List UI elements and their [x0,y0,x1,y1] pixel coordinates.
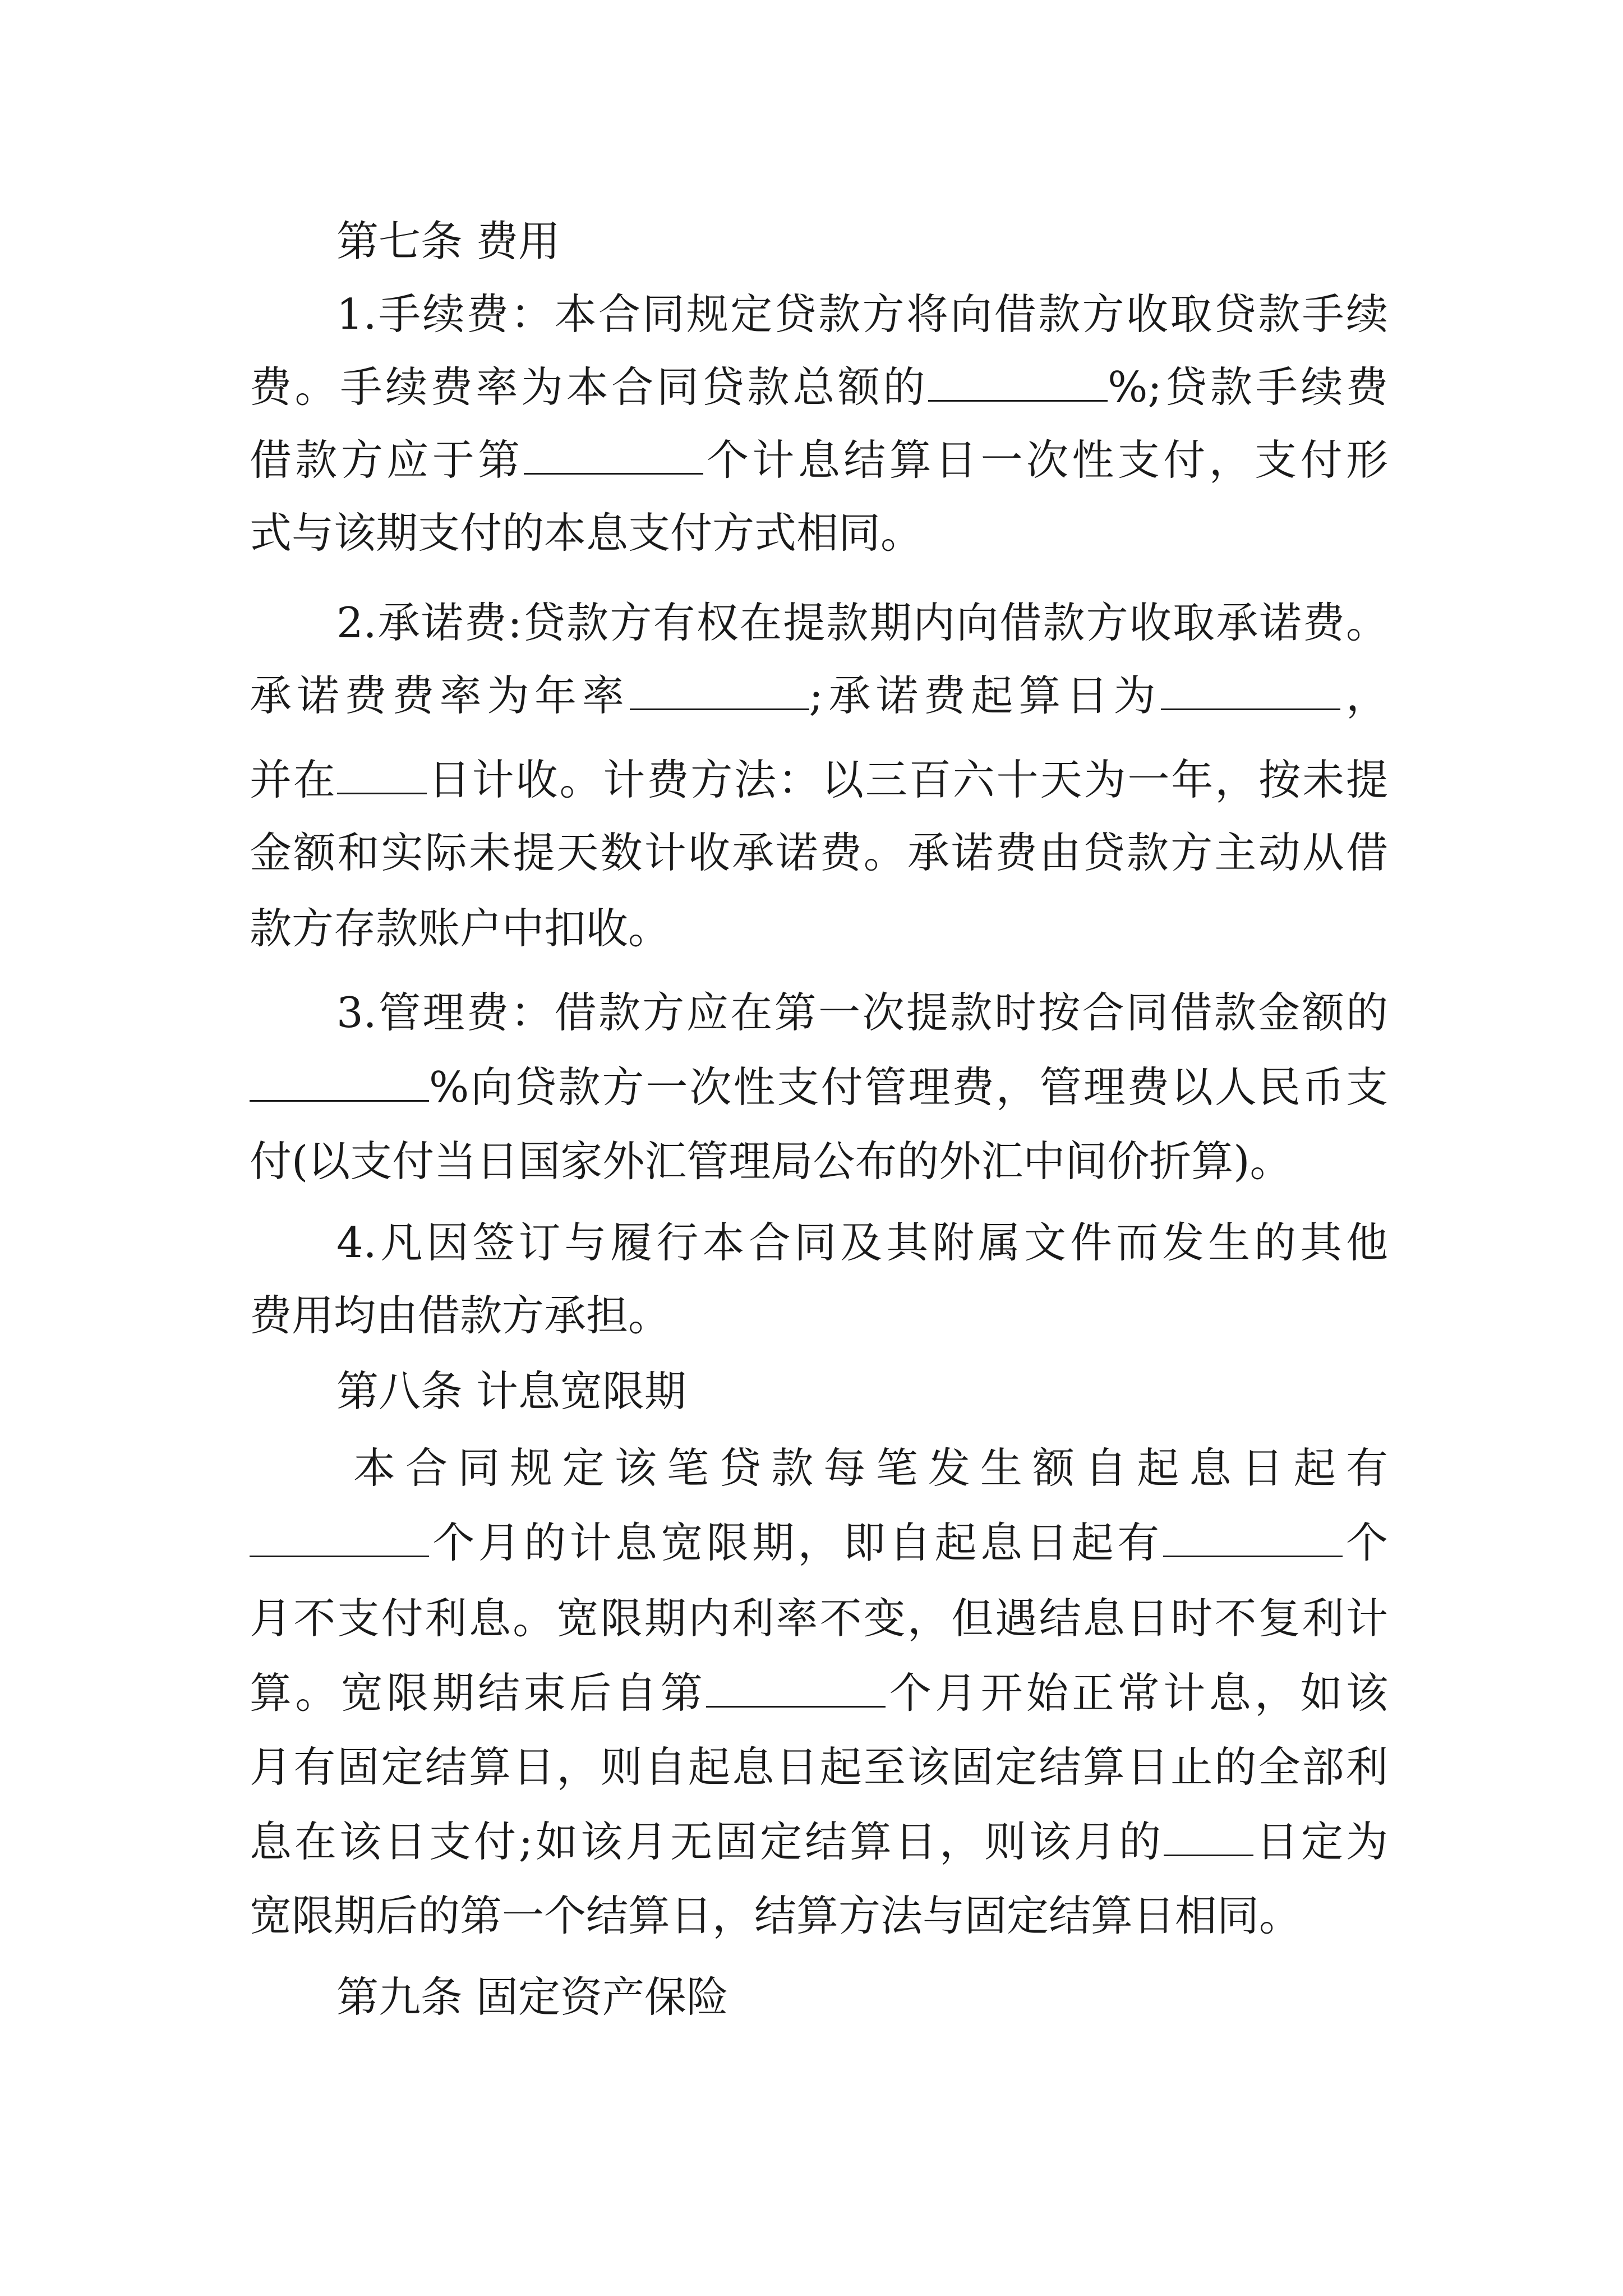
text-segment: 承诺费费率为年率 [250,671,630,720]
paragraph-line: 1.手续费：本合同规定贷款方将向借款方收取贷款手续 [336,289,1388,339]
text-segment: %向贷款方一次性支付管理费，管理费以人民币支 [429,1062,1388,1112]
fill-in-blank [1163,1516,1343,1557]
text-segment: ;承诺费起算日为 [809,671,1161,720]
fill-in-blank [630,669,809,710]
fill-in-blank [524,434,703,475]
text-segment: 息在该日支付;如该月无固定结算日，则该月的 [250,1817,1164,1866]
text-segment: 个月的计息宽限期，即自起息日起有 [429,1518,1163,1567]
paragraph-line: 4.凡因签订与履行本合同及其附属文件而发生的其他 [336,1218,1388,1267]
text-segment: 借款方应于第 [250,435,524,485]
article-7-heading: 第七条 费用 [336,217,560,266]
paragraph-line [250,359,1388,415]
text-segment: %;贷款手续费 [1108,362,1388,412]
paragraph-line [250,1059,1388,1115]
text-segment: 并在 [250,755,337,804]
fill-in-blank [706,1667,886,1708]
paragraph-line [250,1665,1388,1721]
paragraph-line: 2.承诺费:贷款方有权在提款期内向借款方收取承诺费。 [336,598,1388,647]
text-segment: ， [1340,671,1388,720]
paragraph-line: 金额和实际未提天数计收承诺费。承诺费由贷款方主动从借 [250,828,1388,877]
paragraph-line: 式与该期支付的本息支付方式相同。 [250,508,923,558]
text-segment: 日定为 [1253,1817,1388,1866]
paragraph-line: 费用均由借款方承担。 [250,1291,671,1340]
text-segment: 日计收。计费方法：以三百六十天为一年，按未提 [426,755,1388,804]
paragraph-line [250,668,1388,724]
fill-in-blank [250,1516,429,1557]
article-8-heading: 第八条 计息宽限期 [336,1366,686,1416]
paragraph-line: 3.管理费：借款方应在第一次提款时按合同借款金额的 [336,988,1388,1037]
text-segment: 个计息结算日一次性支付，支付形 [703,435,1388,485]
paragraph-line [250,1515,1388,1571]
paragraph-line: 款方存款账户中扣收。 [250,904,671,953]
text-segment: 个 [1342,1518,1388,1567]
paragraph-line: 宽限期后的第一个结算日，结算方法与固定结算日相同。 [250,1891,1302,1940]
paragraph-line [250,752,1388,808]
paragraph-line [250,432,1388,488]
fill-in-blank [928,361,1108,402]
paragraph-line: 月不支付利息。宽限期内利率不变，但遇结息日时不复利计 [250,1594,1388,1643]
article-9-heading: 第九条 固定资产保险 [336,1972,728,2022]
text-segment: 个月开始正常计息，如该 [886,1668,1388,1718]
fill-in-blank [1161,669,1340,710]
paragraph-line: 月有固定结算日，则自起息日起至该固定结算日止的全部利 [250,1742,1388,1792]
paragraph-line [250,1814,1388,1870]
fill-in-blank [1164,1815,1253,1856]
fill-in-blank [337,753,427,794]
paragraph-line: 本合同规定该笔贷款每笔发生额自起息日起有 [353,1443,1388,1493]
fill-in-blank [250,1061,429,1102]
paragraph-line: 付(以支付当日国家外汇管理局公布的外汇中间价折算)。 [250,1137,1292,1186]
text-segment: 算。宽限期结束后自第 [250,1668,707,1718]
text-segment: 费。手续费率为本合同贷款总额的 [250,362,929,412]
